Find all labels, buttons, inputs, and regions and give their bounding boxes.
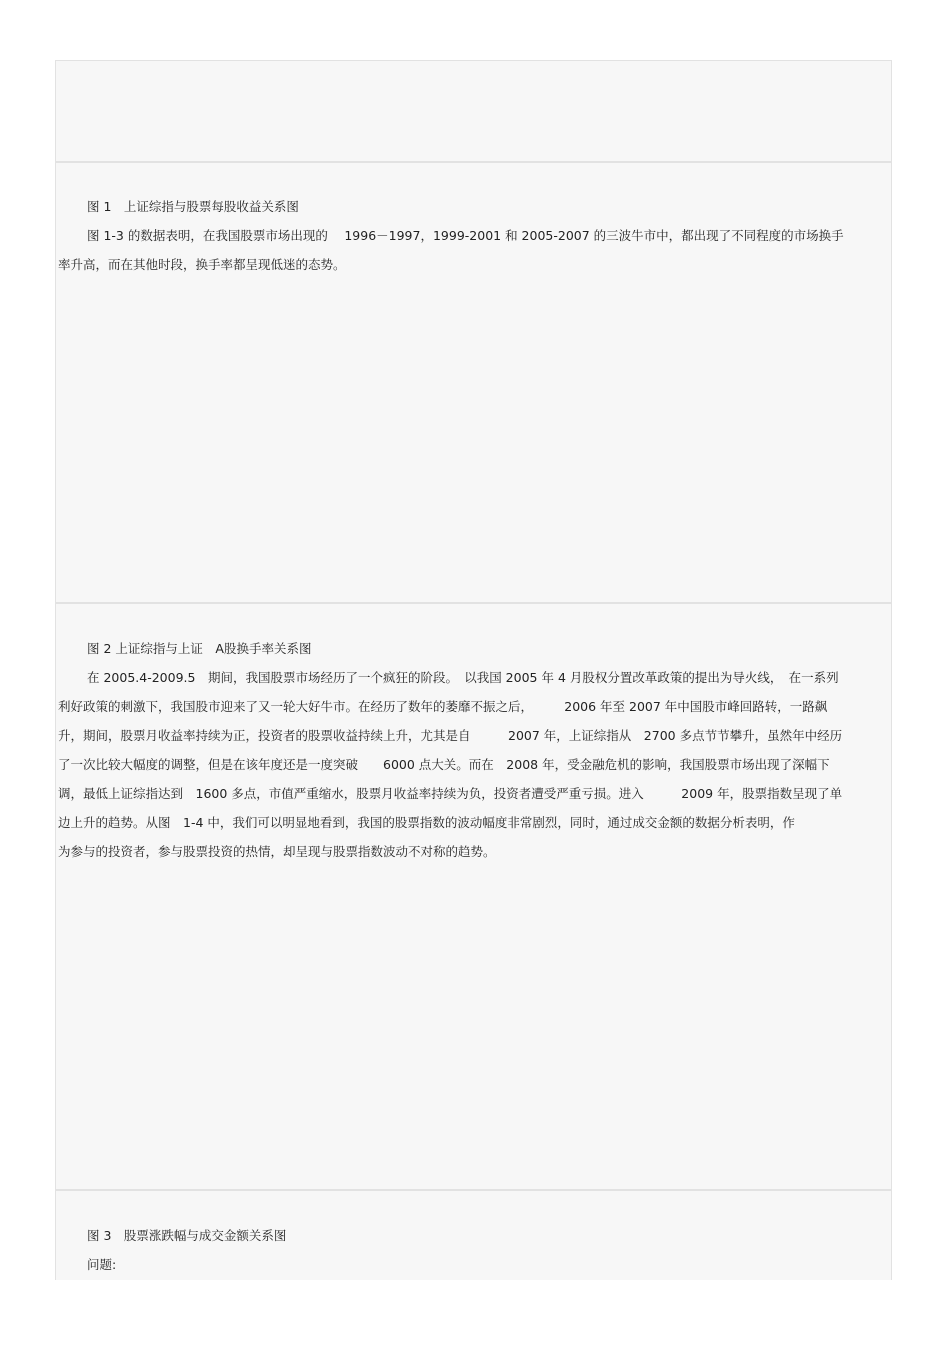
paragraph-2-line: 利好政策的刺激下，我国股市迎来了又一轮大好牛市。在经历了数年的萎靡不振之后， 2006 年至 2007 年中国股市峰回路转，一路飙 [58,699,828,714]
paragraph-2-line: 了一次比较大幅度的调整，但是在该年度还是一度突破 6000 点大关。而在 2008 年，受金融危机的影响，我国股票市场出现了深幅下 [58,757,830,772]
figure-3-caption: 图 3 股票涨跌幅与成交金额关系图 [87,1228,287,1243]
figure-2-caption: 图 2 上证综指与上证 A股换手率关系图 [87,641,312,656]
paragraph-2-line: 在 2005.4-2009.5 期间，我国股票市场经历了一个疯狂的阶段。 以我国 2005 年 4 月股权分置改革政策的提出为导火线， 在一系列 [87,670,839,685]
paragraph-2-line: 边上升的趋势。从图 1-4 中，我们可以明显地看到，我国的股票指数的波动幅度非常剧烈，同时，通过成交金额的数据分析表明，作 [58,815,795,830]
paragraph-1-line: 率升高，而在其他时段，换手率都呈现低迷的态势。 [58,257,346,272]
paragraph-2-line: 调，最低上证综指达到 1600 多点，市值严重缩水，股票月收益率持续为负，投资者遭受严重亏损。进入 2009 年，股票指数呈现了单 [58,786,843,801]
figure-1-caption: 图 1 上证综指与股票每股收益关系图 [87,199,299,214]
paragraph-2-line: 升，期间，股票月收益率持续为正，投资者的股票收益持续上升，尤其是自 2007 年，上证综指从 2700 多点节节攀升，虽然年中经历 [58,728,843,743]
paragraph-2-line: 为参与的投资者，参与股票投资的热情，却呈现与股票指数波动不对称的趋势。 [58,844,496,859]
figure-area-top [55,60,892,162]
paragraph-1-line: 图 1-3 的数据表明，在我国股票市场出现的 1996－1997，1999-2001 和 2005-2007 的三波牛市中，都出现了不同程度的市场换手 [87,228,844,243]
question-label: 问题: [87,1257,117,1272]
